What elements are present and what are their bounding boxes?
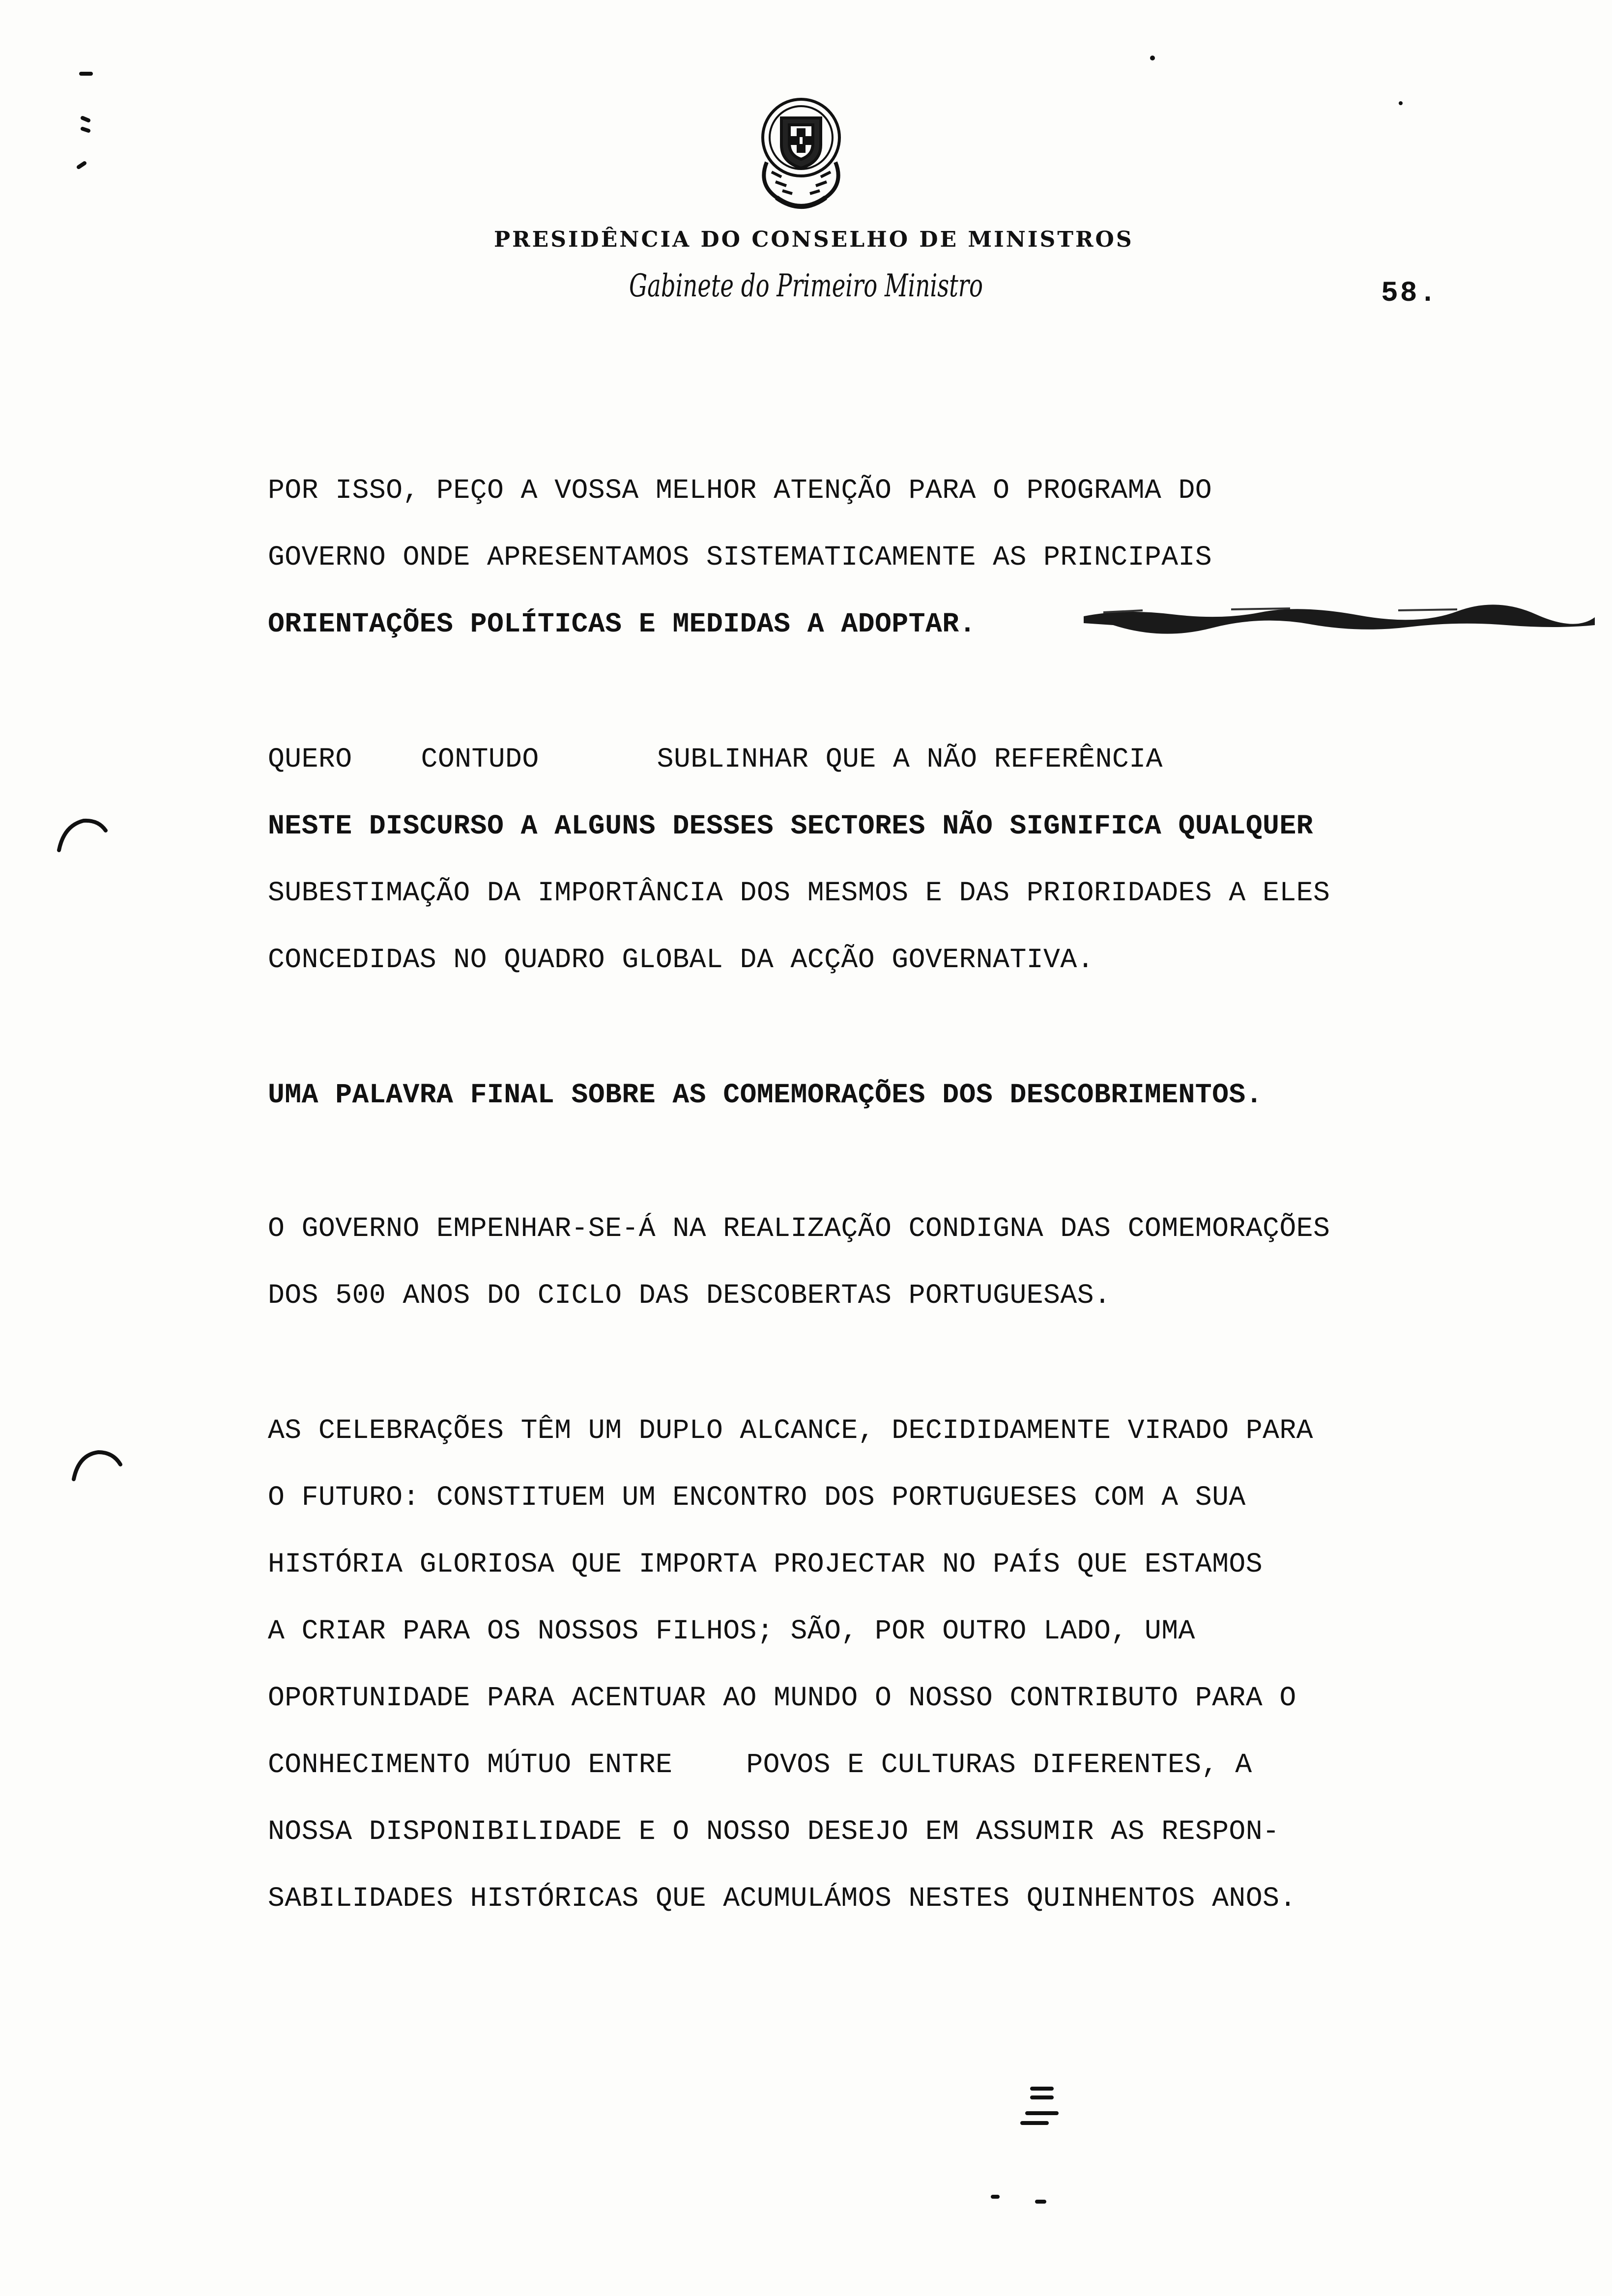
text-line: A CRIAR PARA OS NOSSOS FILHOS; SÃO, POR OUTRO LADO, UMA	[268, 1615, 1195, 1647]
paragraph-government-commitment	[268, 1195, 1330, 1329]
punch-hole-mark	[74, 1452, 120, 1479]
text-line: UMA PALAVRA FINAL SOBRE AS COMEMORAÇÕES DOS DESCOBRIMENTOS.	[268, 1079, 1263, 1111]
redaction-mark	[1084, 603, 1595, 634]
text-line: HISTÓRIA GLORIOSA QUE IMPORTA PROJECTAR NO PAÍS QUE ESTAMOS	[268, 1549, 1263, 1580]
text-fragment: CONHECIMENTO MÚTUO ENTRE	[268, 1749, 673, 1780]
text-line: CONCEDIDAS NO QUADRO GLOBAL DA ACÇÃO GOVERNATIVA.	[268, 944, 1094, 976]
text-fragment: QUERO	[268, 744, 352, 775]
text-line: SUBESTIMAÇÃO DA IMPORTÂNCIA DOS MESMOS E DAS PRIORIDADES A ELES	[268, 877, 1330, 909]
text-fragment: CONTUDO	[421, 744, 539, 775]
paragraph-sectors-note	[268, 726, 1330, 993]
paragraph-final-word	[268, 1062, 1263, 1128]
footer-mark	[993, 2197, 1044, 2202]
text-line: ORIENTAÇÕES POLÍTICAS E MEDIDAS A ADOPTAR.	[268, 608, 976, 640]
text-fragment: SUBLINHAR QUE A NÃO REFERÊNCIA	[657, 744, 1163, 775]
punch-hole-mark	[59, 821, 106, 850]
text-line: DOS 500 ANOS DO CICLO DAS DESCOBERTAS PORTUGUESAS.	[268, 1280, 1111, 1311]
text-line: NOSSA DISPONIBILIDADE E O NOSSO DESEJO EM ASSUMIR AS RESPON-	[268, 1816, 1280, 1847]
text-line	[268, 726, 1330, 793]
organization-name: PRESIDÊNCIA DO CONSELHO DE MINISTROS	[494, 227, 1134, 252]
margin-mark	[79, 163, 85, 167]
text-line: SABILIDADES HISTÓRICAS QUE ACUMULÁMOS NESTES QUINHENTOS ANOS.	[268, 1883, 1296, 1914]
text-line: POR ISSO, PEÇO A VOSSA MELHOR ATENÇÃO PARA O PROGRAMA DO	[268, 475, 1212, 506]
paragraph-program-attention	[268, 457, 1212, 658]
text-line: AS CELEBRAÇÕES TÊM UM DUPLO ALCANCE, DECIDIDAMENTE VIRADO PARA	[268, 1415, 1313, 1446]
text-line: O GOVERNO EMPENHAR-SE-Á NA REALIZAÇÃO CONDIGNA DAS COMEMORAÇÕES	[268, 1213, 1330, 1244]
text-fragment: POVOS E CULTURAS DIFERENTES, A	[746, 1749, 1252, 1780]
cabinet-title-script: Gabinete do Primeiro Ministro	[629, 268, 983, 304]
paragraph-celebrations	[268, 1397, 1313, 1932]
page-number: 58.	[1381, 278, 1439, 310]
text-line: GOVERNO ONDE APRESENTAMOS SISTEMATICAMENTE AS PRINCIPAIS	[268, 542, 1212, 573]
margin-mark	[83, 118, 88, 131]
speck	[1150, 56, 1155, 60]
speck	[1399, 101, 1403, 105]
text-line: NESTE DISCURSO A ALGUNS DESSES SECTORES NÃO SIGNIFICA QUALQUER	[268, 810, 1313, 842]
text-line: OPORTUNIDADE PARA ACENTUAR AO MUNDO O NOSSO CONTRIBUTO PARA O	[268, 1682, 1296, 1714]
footer-mark	[1022, 2089, 1057, 2123]
cabinet-handwritten-title	[629, 258, 993, 317]
coat-of-arms-emblem	[737, 88, 865, 216]
text-line: O FUTURO: CONSTITUEM UM ENCONTRO DOS PORTUGUESES COM A SUA	[268, 1482, 1246, 1513]
text-line	[268, 1731, 1313, 1798]
